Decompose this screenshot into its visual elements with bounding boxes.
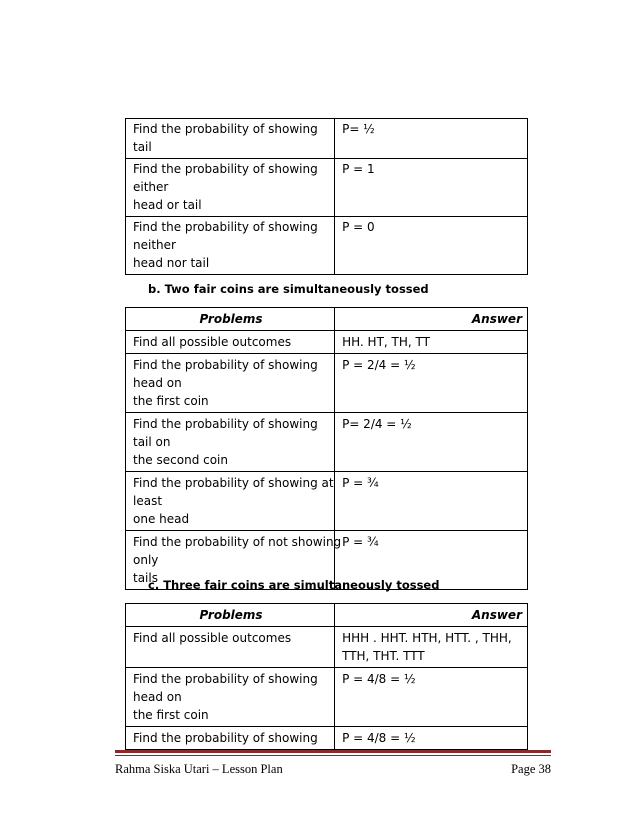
problem-text: only	[133, 553, 159, 567]
answer-text: P = ¾	[342, 535, 379, 549]
answer-text: P = 0	[342, 220, 375, 234]
problem-text: the second coin	[133, 453, 228, 467]
problem-text: neither	[133, 238, 176, 252]
answer-cell	[335, 159, 528, 217]
problem-text: Find the probability of showing	[133, 417, 318, 431]
footer-divider	[115, 750, 551, 753]
problem-cell	[126, 159, 335, 217]
problem-cell	[126, 413, 335, 472]
answer-text: P = 4/8 = ½	[342, 672, 416, 686]
problem-text: Find the probability of showing	[133, 672, 318, 686]
problem-text: Find the probability of showing	[133, 220, 318, 234]
answer-text: P = 2/4 = ½	[342, 358, 416, 372]
problem-cell	[126, 354, 335, 413]
problem-text: tail	[133, 140, 152, 154]
table-header-row	[126, 604, 528, 627]
answer-cell	[335, 627, 528, 668]
table-row	[126, 354, 528, 413]
problem-text: either	[133, 180, 169, 194]
answer-cell	[335, 727, 528, 750]
problem-cell	[126, 727, 335, 750]
table-header-row	[126, 308, 528, 331]
problem-text: head or tail	[133, 198, 202, 212]
table-row	[126, 472, 528, 531]
table-row	[126, 159, 528, 217]
table-row	[126, 413, 528, 472]
table-three-coins	[125, 603, 528, 750]
table-row	[126, 668, 528, 727]
table-row	[126, 627, 528, 668]
header-problems: Problems	[126, 308, 335, 331]
header-answer: Answer	[335, 604, 528, 627]
problem-text: one head	[133, 512, 190, 526]
answer-text: HH. HT, TH, TT	[342, 335, 430, 349]
section-b-caption: b. Two fair coins are simultaneously tossed	[148, 282, 429, 296]
answer-text: P = 1	[342, 162, 375, 176]
problem-text: head on	[133, 690, 182, 704]
problem-text: Find the probability of showing	[133, 162, 318, 176]
answer-cell	[335, 331, 528, 354]
table-one-coin	[125, 118, 528, 275]
answer-text: TTH, THT. TTT	[342, 649, 425, 663]
problem-text: Find the probability of showing	[133, 358, 318, 372]
problem-cell	[126, 627, 335, 668]
table-row	[126, 331, 528, 354]
header-answer: Answer	[335, 308, 528, 331]
problem-text: the first coin	[133, 708, 209, 722]
answer-text: P = ¾	[342, 476, 379, 490]
problem-cell	[126, 119, 335, 159]
answer-cell	[335, 354, 528, 413]
problem-text: Find all possible outcomes	[133, 335, 292, 349]
header-problems: Problems	[126, 604, 335, 627]
table-row	[126, 217, 528, 275]
section-c-caption: c. Three fair coins are simultaneously tossed	[148, 578, 440, 592]
problem-text: Find the probability of showing	[133, 731, 318, 745]
answer-text: P = 4/8 = ½	[342, 731, 416, 745]
problem-cell	[126, 472, 335, 531]
problem-text: least	[133, 494, 163, 508]
problem-text: head on	[133, 376, 182, 390]
answer-cell	[335, 413, 528, 472]
problem-cell	[126, 668, 335, 727]
answer-cell	[335, 668, 528, 727]
problem-cell	[126, 331, 335, 354]
table-row	[126, 727, 528, 750]
answer-text: P= ½	[342, 122, 375, 136]
problem-text: Find the probability of not showing	[133, 535, 342, 549]
problem-text: tails	[133, 571, 158, 585]
answer-text: HHH . HHT. HTH, HTT. , THH,	[342, 631, 512, 645]
problem-text: head nor tail	[133, 256, 210, 270]
problem-text: Find the probability of showing at	[133, 476, 334, 490]
problem-cell	[126, 217, 335, 275]
answer-text: P= 2/4 = ½	[342, 417, 412, 431]
problem-text: the first coin	[133, 394, 209, 408]
footer-divider-thin	[115, 755, 551, 756]
problem-text: Find all possible outcomes	[133, 631, 292, 645]
table-row	[126, 119, 528, 159]
table-two-coins	[125, 307, 528, 590]
footer-page-number: Page 38	[511, 762, 551, 776]
answer-cell	[335, 119, 528, 159]
problem-text: tail on	[133, 435, 171, 449]
problem-text: Find the probability of showing	[133, 122, 318, 136]
footer-author: Rahma Siska Utari – Lesson Plan	[115, 762, 283, 776]
answer-cell	[335, 217, 528, 275]
answer-cell	[335, 472, 528, 531]
